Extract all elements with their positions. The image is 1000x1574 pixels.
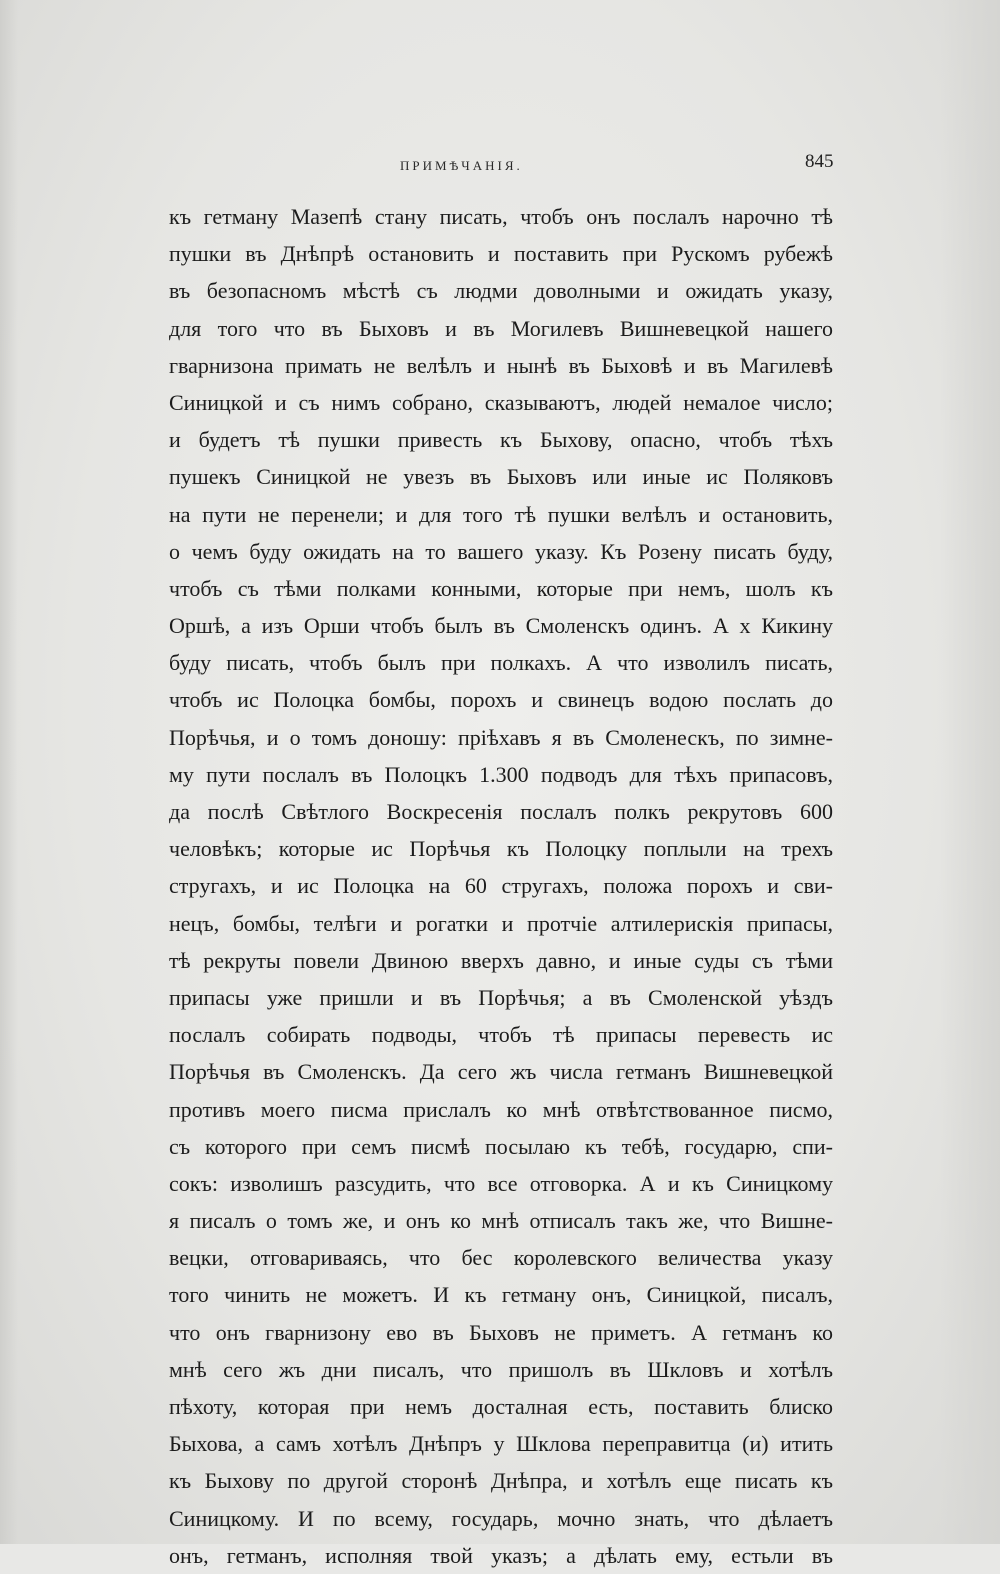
text-line: Синицкому. И по всему, государь, мочно знать, что дѣлаетъ — [169, 1505, 833, 1531]
text-line: Синицкой и съ нимъ собрано, сказываютъ, людей немалое число; — [169, 389, 833, 415]
text-line: тѣ рекруты повели Двиною вверхъ давно, и иные суды съ тѣми — [169, 947, 833, 973]
text-line: противъ моего писма прислалъ ко мнѣ отвѣтствованное писмо, — [169, 1096, 833, 1122]
text-line: на пути не перенели; и для того тѣ пушки велѣлъ и остановить, — [169, 501, 833, 527]
text-line: нецъ, бомбы, телѣги и рогатки и протчіе алтилерискія припасы, — [169, 910, 833, 936]
page-edge-right — [940, 0, 1000, 1544]
text-line: я писалъ о томъ же, и онъ ко мнѣ отписалъ такъ же, что Вишне- — [169, 1208, 833, 1234]
text-line: чтобъ съ тѣми полками конными, которые при немъ, шолъ къ — [169, 575, 833, 601]
text-line: пѣхоту, которая при немъ досталная есть, поставить блиско — [169, 1394, 833, 1419]
text-line: вецки, отговариваясь, что бес королевского величества указу — [169, 1245, 833, 1271]
text-line: стругахъ, и ис Полоцка на 60 стругахъ, положа порохъ и сви- — [169, 873, 833, 899]
body-text — [169, 198, 833, 1574]
text-line: что онъ гварнизону ево въ Быховъ не приметъ. А гетманъ ко — [169, 1319, 833, 1345]
text-line: пушекъ Синицкой не увезъ въ Быховъ или иные ис Поляковъ — [169, 464, 833, 490]
text-line: въ безопасномъ мѣстѣ съ людми доволными и ожидать указу, — [169, 278, 833, 304]
text-line: Оршѣ, а изъ Орши чтобъ былъ въ Смоленскъ одинъ. А х Кикину — [169, 613, 833, 639]
text-line: къ гетману Мазепѣ стану писать, чтобъ онъ послалъ нарочно тѣ — [169, 204, 833, 229]
text-line: буду писать, чтобъ былъ при полкахъ. А что изволилъ писать, — [169, 650, 833, 676]
text-line: для того что въ Быховъ и въ Могилевъ Вишневецкой нашего — [169, 315, 833, 341]
text-line: человѣкъ; которые ис Порѣчья къ Полоцку поплыли на трехъ — [169, 836, 833, 862]
text-line: съ которого при семъ писмѣ посылаю къ тебѣ, государю, спи- — [169, 1133, 833, 1159]
text-line: къ Быхову по другой сторонѣ Днѣпра, и хотѣлъ еще писать къ — [169, 1468, 833, 1494]
text-line: и будетъ тѣ пушки привесть къ Быхову, опасно, чтобъ тѣхъ — [169, 427, 833, 453]
text-line: припасы уже пришли и въ Порѣчья; а въ Смоленской уѣздъ — [169, 984, 833, 1010]
text-line: Порѣчья, и о томъ доношу: пріѣхавъ я въ Смоленескъ, по зимне- — [169, 724, 833, 750]
page-number: 845 — [805, 151, 834, 172]
text-line: того чинить не можетъ. И къ гетману онъ, Синицкой, писалъ, — [169, 1282, 833, 1308]
page-edge-left — [0, 0, 18, 1544]
text-line: гварнизона примать не велѣлъ и нынѣ въ Быховѣ и въ Магилевѣ — [169, 352, 833, 378]
text-line: мнѣ сего жъ дни писалъ, что пришолъ въ Шкловъ и хотѣлъ — [169, 1356, 833, 1382]
text-line: Быхова, а самъ хотѣлъ Днѣпръ у Шклова переправитца (и) итить — [169, 1431, 833, 1457]
text-line: да послѣ Свѣтлого Воскресенія послалъ полкъ рекрутовъ 600 — [169, 799, 833, 824]
text-line: му пути послалъ въ Полоцкъ 1.300 подводъ для тѣхъ припасовъ, — [169, 761, 833, 787]
text-line: чтобъ ис Полоцка бомбы, порохъ и свинецъ водою послать до — [169, 687, 833, 713]
text-line: о чемъ буду ожидать на то вашего указу. Къ Розену писать буду, — [169, 538, 833, 564]
running-title: ПРИМѢЧАНІЯ. — [400, 158, 523, 173]
text-line: сокъ: изволишъ разсудить, что все отговорка. А и къ Синицкому — [169, 1170, 833, 1196]
text-line: послалъ собирать подводы, чтобъ тѣ припасы перевесть ис — [169, 1022, 833, 1048]
text-line: пушки въ Днѣпрѣ остановить и поставить при Рускомъ рубежѣ — [169, 241, 833, 267]
text-line: онъ, гетманъ, исполняя твой указъ; а дѣлать ему, естьли въ — [169, 1542, 833, 1568]
text-line: Порѣчья въ Смоленскъ. Да сего жъ числа гетманъ Вишневецкой — [169, 1059, 833, 1085]
